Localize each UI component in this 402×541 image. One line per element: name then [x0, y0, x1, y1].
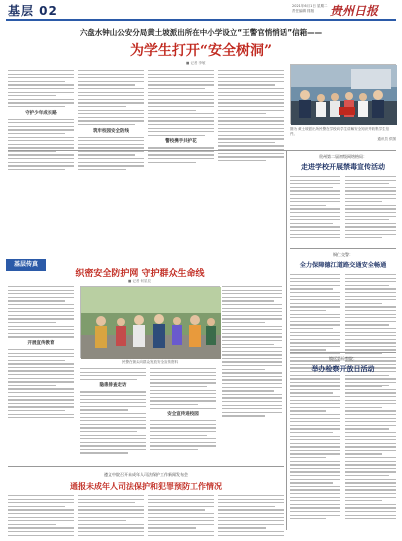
issue-editor: 责任编辑 排版	[292, 8, 315, 13]
lead-photo-image	[291, 65, 397, 125]
mid-subhead-1: 开展宣传教育	[27, 340, 55, 346]
section-label: 基层 02	[8, 4, 58, 18]
bottom-column-4	[218, 495, 284, 538]
issue-date: 2021年6月1日 星期二	[292, 4, 328, 8]
mid-photo-image	[81, 287, 221, 359]
side1-title: 走进学校开展禁毒宣传活动	[301, 163, 385, 171]
mid-byline: ■ 记者 何星辰	[128, 279, 152, 283]
bottom-column-1	[8, 495, 74, 538]
bottom-kicker: 遵义中院召开未成年人司法保护工作新闻发布会	[104, 472, 188, 477]
side2-bottom-rule	[290, 352, 396, 353]
lead-kicker: 六盘水钟山公安分局黄土坡派出所在中小学设立“王警官悄悄话”信箱——	[79, 28, 323, 37]
lead-title: 为学生打开“安全树洞”	[129, 43, 273, 59]
side3-title: 举办检察开放日活动	[311, 365, 375, 373]
lead-bottom-rule	[8, 150, 396, 151]
side1-column-2	[345, 176, 396, 241]
bottom-column-2	[78, 495, 144, 538]
sidebar-divider	[286, 150, 287, 530]
side1-bottom-rule	[290, 248, 396, 249]
mid-bottom-rule	[8, 466, 284, 467]
side2-title: 全力保障德江道路交通安全畅通	[299, 262, 387, 269]
lead-photo-credit: 通讯员 供图	[377, 137, 396, 141]
mid-column-2	[80, 368, 146, 456]
bottom-column-3	[148, 495, 214, 538]
mid-photo	[80, 286, 220, 358]
lead-subhead-1: 守护少年成长路	[25, 110, 57, 116]
lead-photo-caption	[290, 127, 396, 142]
header-rule	[6, 19, 396, 21]
lead-subhead-3: 警校携手共护花	[165, 139, 197, 145]
mid-subhead-3: 安全宣传进校园	[167, 412, 199, 418]
mid-column-4	[222, 286, 282, 419]
lead-photo-caption-text: 图为 黄土坡派出所民警在学校向学生讲解安全知识并收集学生信件。	[290, 127, 390, 136]
side3-column-2	[345, 378, 396, 522]
mid-photo-caption: 民警在街头向群众发放安全宣传资料	[122, 360, 178, 364]
mid-column-1	[8, 286, 74, 421]
side3-kicker: 镇远县检察院：	[329, 356, 357, 361]
side2-kicker: 铜仁交警：	[333, 252, 353, 257]
side1-kicker: 贵州第二届初级网络格局：	[319, 154, 367, 159]
lead-photo	[290, 64, 396, 124]
section-banner: 基层传真	[6, 259, 46, 271]
lead-column-3	[148, 70, 214, 165]
lead-subhead-2: 筑牢校园安全防线	[93, 128, 129, 134]
newspaper-logo: 贵州日报	[330, 4, 379, 18]
lead-column-1	[8, 70, 74, 172]
bottom-title: 通报未成年人司法保护和犯罪预防工作情况	[70, 481, 222, 491]
mid-subhead-2: 隐患排查走访	[99, 383, 127, 389]
lead-byline: ■ 记者 李敏	[186, 61, 206, 65]
mid-column-3	[150, 368, 216, 452]
mid-title: 织密安全防护网 守护群众生命线	[75, 269, 205, 279]
side3-column-1	[290, 378, 340, 522]
issue-meta	[292, 4, 332, 13]
lead-column-2	[78, 70, 144, 172]
side1-column-1	[290, 176, 340, 241]
